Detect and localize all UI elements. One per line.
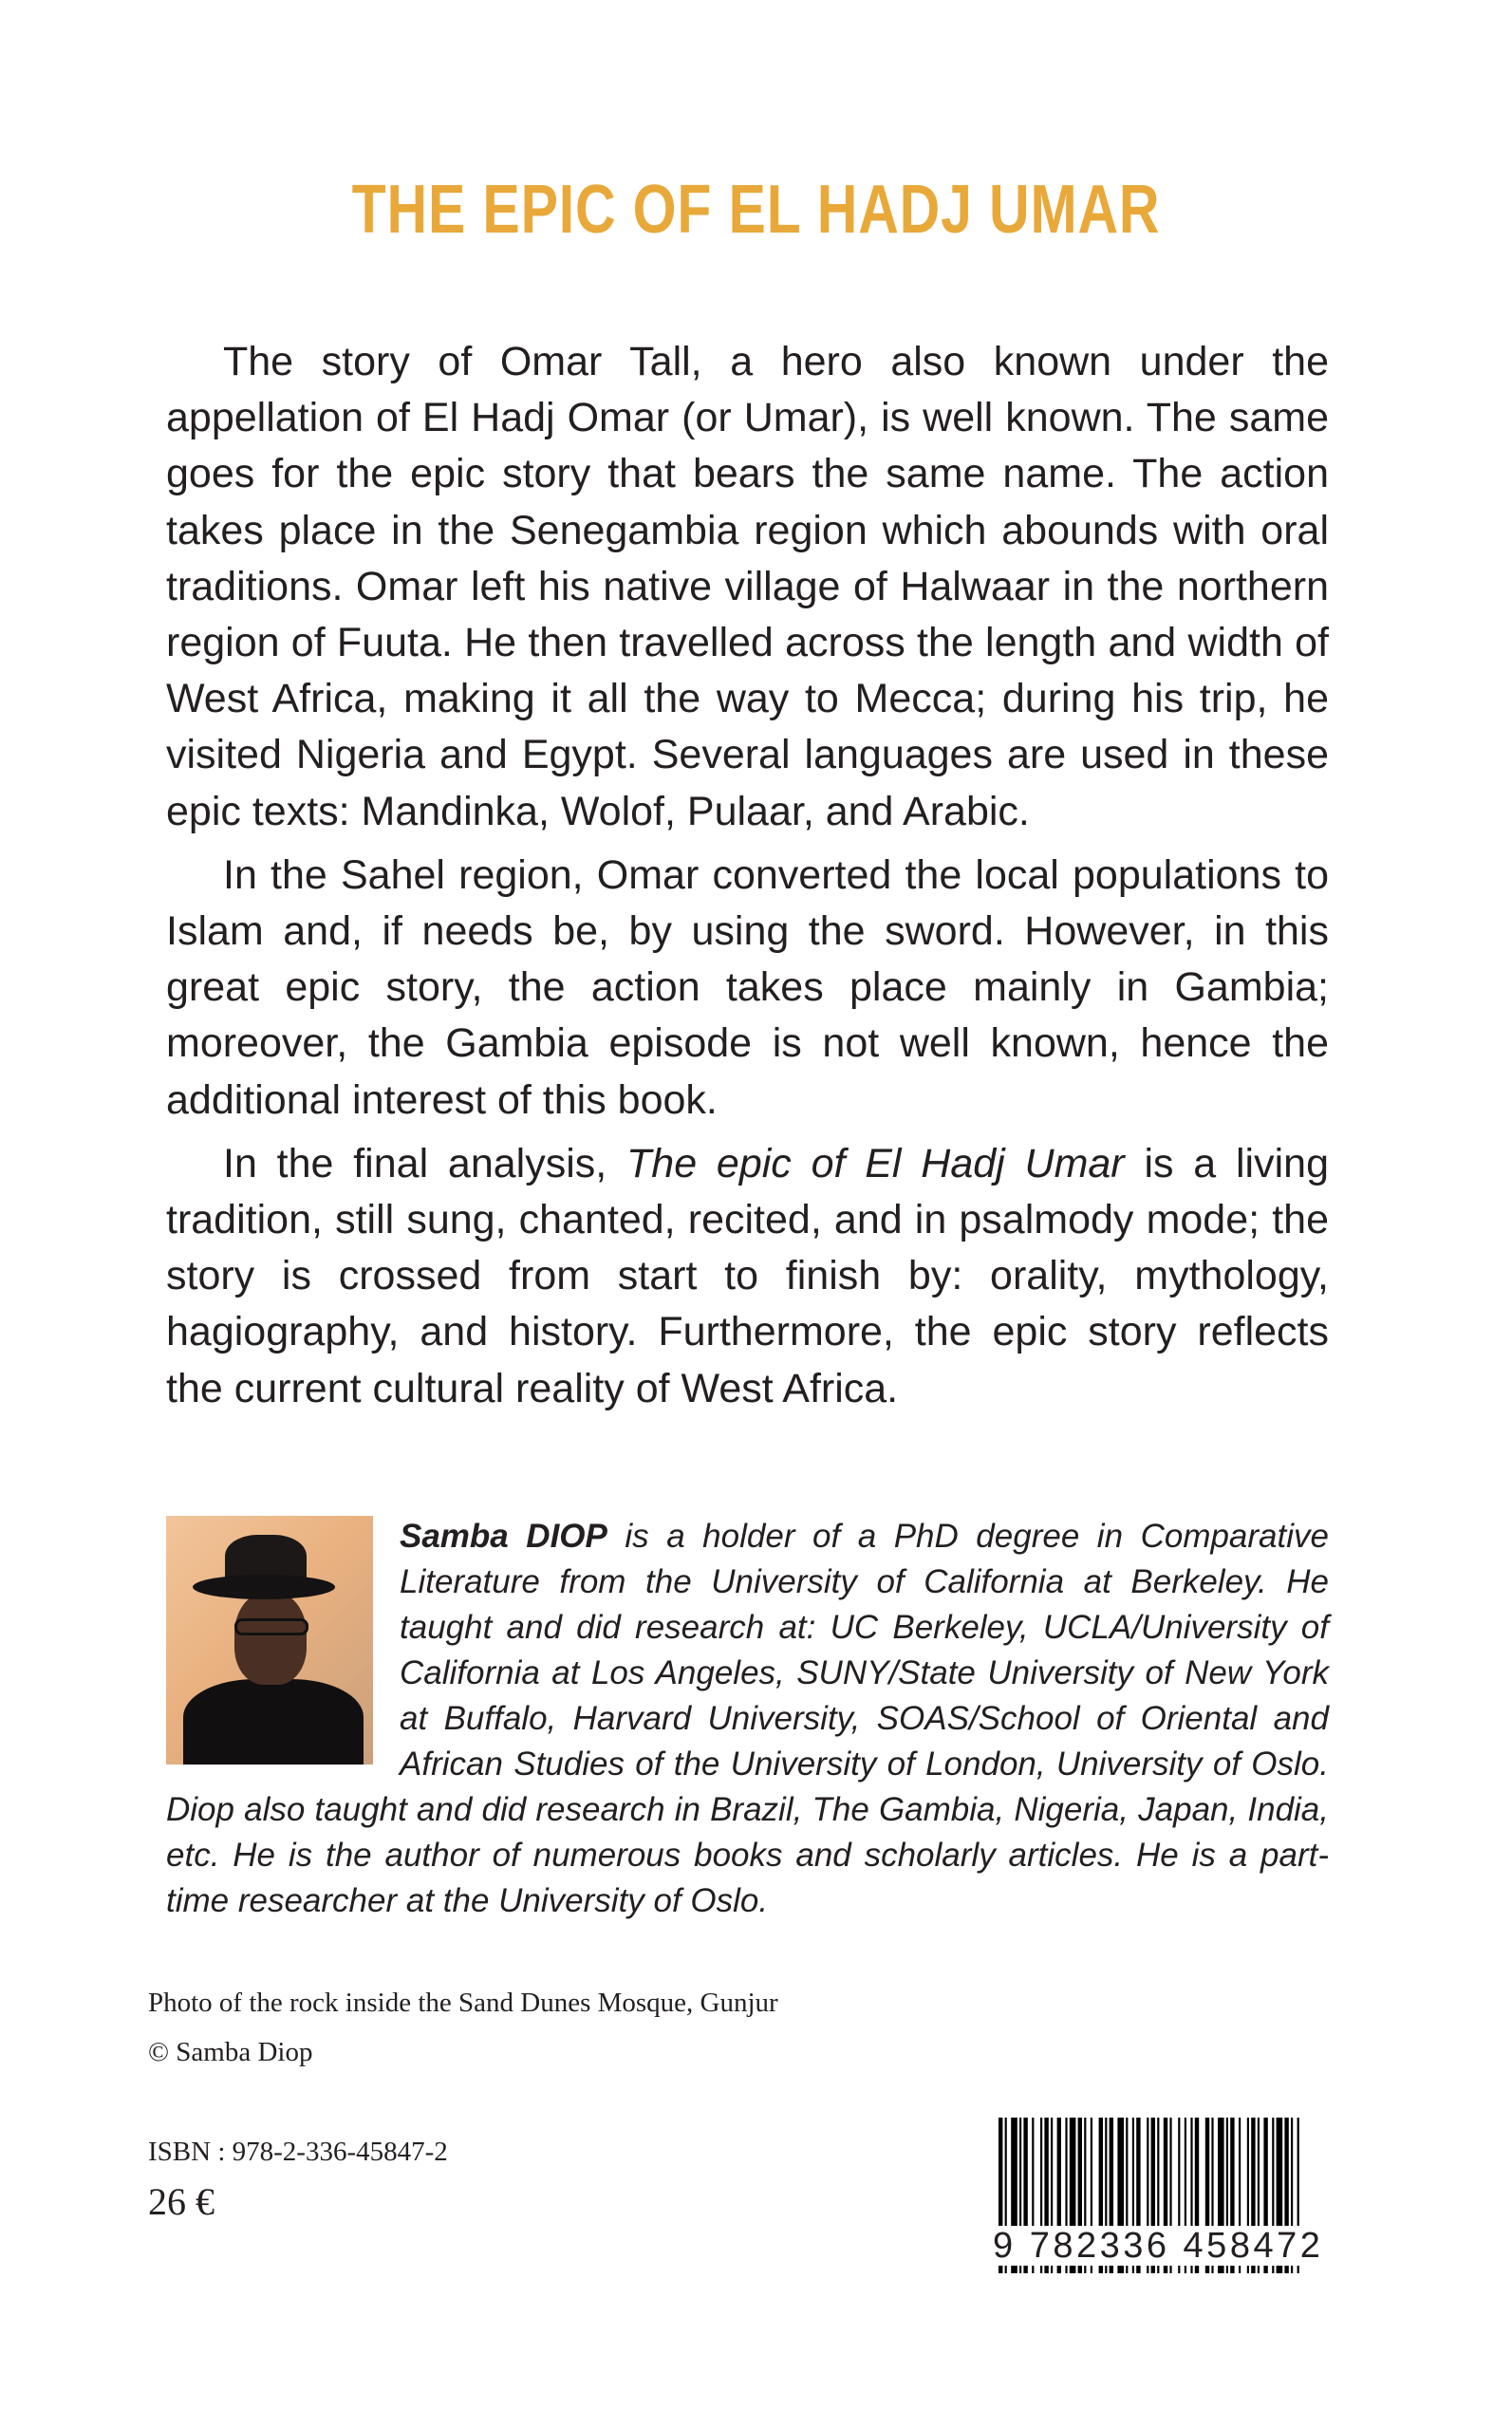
barcode-digits — [989, 2226, 1324, 2283]
barcode-number: 9 782336 458472 — [989, 2226, 1327, 2266]
author-name: Samba DIOP — [400, 1518, 607, 1555]
blurb-paragraph-2: In the Sahel region, Omar converted the local populations to Islam and, if needs be, by using the sword. However, in this great epic story, the action takes place mainly in Gambia; moreover, the Gambia episode is not well known, hence the additional interest of this book. — [166, 851, 1329, 1123]
photo-caption: Photo of the rock inside the Sand Dunes Mosque, Gunjur — [148, 1988, 778, 2018]
p3-end: is a living tradition, still sung, chanted, recited, and in psalmody mode; the story is crossed from start to finish by: orality, mythology, hagiography, and history. Furthermore, the epic story reflects the current cultural reality of West Africa. — [166, 1140, 1329, 1411]
book-title-italic: The epic of El Hadj Umar — [626, 1140, 1125, 1186]
p3-start: In the final analysis, — [223, 1140, 627, 1186]
price: 26 € — [148, 2180, 215, 2223]
photo-copyright: © Samba Diop — [148, 2037, 313, 2067]
author-bio — [166, 1514, 1329, 1924]
book-title: THE EPIC OF EL HADJ UMAR — [351, 172, 1161, 248]
blurb-paragraph-1: The story of Omar Tall, a hero also known under the appellation of El Hadj Omar (or Umar), is well known. The same goes for the epic story that bears the same name. The action takes place in the Senegambia region which abounds with oral traditions. Omar left his native village of Halwaar in the northern region of Fuuta. He then travelled across the length and width of West Africa, making it all the way to Mecca; during his trip, he visited Nigeria and Egypt. Several languages are used in these epic texts: Mandinka, Wolof, Pulaar, and Arabic. — [166, 339, 1329, 834]
isbn: ISBN : 978-2-336-45847-2 — [148, 2137, 448, 2167]
author-photo — [166, 1516, 373, 1765]
blurb — [166, 334, 1329, 1417]
author-bio-text: is a holder of a PhD degree in Comparative Literature from the University of California at Berkeley. He taught and did research at: UC Berkeley, UCLA/University of California at Los Angeles, SUNY/State University of New York at Buffalo, Harvard University, SOAS/School of Oriental and African Studies of the University of London, University of Oslo. Diop also taught and did research in Brazil, The Gambia, Nigeria, Japan, India, etc. He is the author of numerous books and scholarly articles. He is a part-time researcher at the University of Oslo. — [166, 1518, 1329, 1919]
blurb-paragraph-3 — [166, 1136, 1329, 1417]
